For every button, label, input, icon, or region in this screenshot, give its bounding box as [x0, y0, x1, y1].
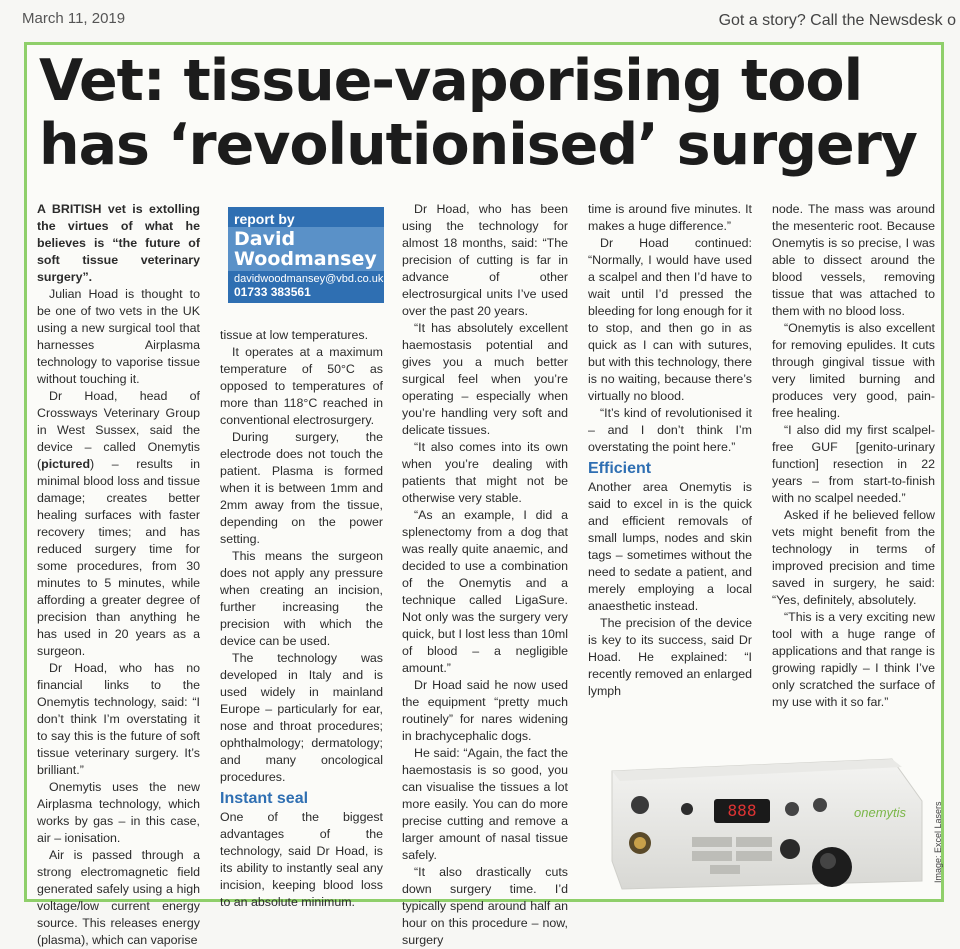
- connector-port-icon: [631, 796, 649, 814]
- paragraph: He said: “Again, the fact the haemostasis is so good, you can visualise the tissues a lot more easily. You can do more precise cutting and remove a larger amount of nasal tissue safely.: [402, 746, 568, 862]
- newsdesk-banner: Got a story? Call the Newsdesk o: [718, 12, 956, 29]
- paragraph: node. The mass was around the mesenteric root. Because Onemytis is so precise, I was able to dissect around the blood vessels, removing tissue that was attached to them with no blood loss.: [772, 202, 935, 318]
- subheading-efficient: Efficient: [588, 460, 652, 477]
- headline-line-1: Vet: tissue-vaporising tool: [39, 48, 863, 114]
- reporter-phone: 01733 383561: [234, 285, 311, 299]
- article-column-4: [588, 201, 752, 700]
- paragraph: “I also did my first scalpel-free GUF [genito-urinary function] resection in 22 years – from start-to-finish with no scalpel needed.”: [772, 423, 935, 505]
- paragraph: This means the surgeon does not apply any pressure when creating an incision, further increasing the precision with which the device can be used.: [220, 549, 383, 648]
- paragraph: Dr Hoad continued: “Normally, I would have used a scalpel and then I’d have to wait until I’d pressed the bleeding for long enough for it to stop, and then go in as quick as I can with sutures, but with this technology, there is no waiting, because there’s virtually no blood.: [588, 236, 752, 403]
- reporter-email: davidwoodmansey@vbd.co.uk: [234, 273, 384, 285]
- knob-icon: [785, 802, 799, 816]
- reporter-name: David Woodmansey: [228, 227, 384, 271]
- paragraph: “It has absolutely excellent haemostasis potential and gives you a much better surgical feel when you’re operating – especially when you’re handling very soft and delicate tissues.: [402, 321, 568, 437]
- paragraph: “It also comes into its own when you’re dealing with patients that might not be otherwise very stable.: [402, 440, 568, 505]
- headline: [39, 49, 939, 177]
- reporter-byline-box: [228, 207, 384, 303]
- knob-icon: [780, 839, 800, 859]
- image-credit: Image: Excel Lasers: [933, 801, 943, 883]
- device-illustration: [592, 741, 932, 891]
- svg-text:888: 888: [727, 801, 757, 820]
- paragraph: time is around five minutes. It makes a huge difference.”: [588, 202, 752, 233]
- paragraph: “As an example, I did a splenectomy from a dog that was really quite anaemic, and decided to use a combination of the Onemytis and a technique called LigaSure. Not only was the surgery very quick, but I lost less than 10ml of blood – a negligible amount.”: [402, 508, 568, 675]
- paragraph: The technology was developed in Italy and is used widely in mainland Europe – particularly for ear, nose and throat procedures; ophthalmology; dermatology; and many oncological procedures.: [220, 651, 383, 784]
- paragraph: Asked if he believed fellow vets might benefit from the technology in terms of improved precision and time saved in surgery, he said: “Yes, definitely, absolutely.: [772, 508, 935, 607]
- knob-icon: [681, 803, 693, 815]
- publication-date: March 11, 2019: [22, 10, 126, 27]
- page-header: [0, 0, 960, 38]
- paragraph: “It also drastically cuts down surgery time. I’d typically spend around half an hour on this procedure – now, surgery: [402, 865, 568, 947]
- paragraph: During surgery, the electrode does not touch the patient. Plasma is formed when it is between 1mm and 2mm away from the tissue, depending on the power setting.: [220, 430, 383, 546]
- headline-line-2: has ‘revolutionised’ surgery: [39, 112, 917, 178]
- onemytis-device-image: [592, 741, 932, 891]
- paragraph: Another area Onemytis is said to excel in is the quick and efficient removals of small lumps, nodes and skin tags – sometimes without the need to sedate a patient, and merely employing a local anaesthetic instead.: [588, 480, 752, 613]
- paragraph: Dr Hoad, who has been using the technology for almost 18 months, said: “The precision of cutting is far in advance of other electrosurgical units I’ve used over the past 20 years.: [402, 202, 568, 318]
- pictured-tag: pictured: [41, 457, 91, 471]
- paragraph: The precision of the device is key to its success, said Dr Hoad. He explained: “I recently removed an enlarged lymph: [588, 616, 752, 698]
- article-column-2: [220, 327, 383, 911]
- paragraph: Dr Hoad, head of Crossways Veterinary Group in West Sussex, said the device – called Onemytis (pictured) – results in minimal blood loss and tissue damage; creates better healing surfaces with faster recovery times; and has reduced surgery time for some procedures, from 30 minutes to 5 minutes, while affording a greater degree of precision than anything he has used in 20 years as a surgeon.: [37, 389, 200, 658]
- article-frame: [24, 42, 944, 947]
- paragraph: Air is passed through a strong electromagnetic field generated safely using a high voltage/low current energy source. This releases energy (plasma), which can vaporise: [37, 848, 200, 947]
- paragraph: “Onemytis is also excellent for removing epulides. It cuts through gingival tissue with very limited burning and produces very good, pain-free healing.: [772, 321, 935, 420]
- paragraph: Onemytis uses the new Airplasma technology, which works by gas – in this case, air – ionisation.: [37, 780, 200, 845]
- svg-text:onemytis: onemytis: [854, 805, 907, 820]
- knob-icon: [813, 798, 827, 812]
- paragraph: Dr Hoad, who has no financial links to the Onemytis technology, said: “I don’t think I’m overstating it to say this is the future of soft tissue veterinary surgery. It’s brilliant.”: [37, 661, 200, 777]
- paragraph: “It’s kind of revolutionised it – and I don’t think I’m overstating the point here.”: [588, 406, 752, 454]
- paragraph: One of the biggest advantages of the technology, said Dr Hoad, is its ability to instantly seal any incision, keeping blood loss to an absolute minimum.: [220, 810, 383, 909]
- paragraph: Dr Hoad said he now used the equipment “pretty much routinely” for nares widening in brachycephalic dogs.: [402, 678, 568, 743]
- paragraph: It operates at a maximum temperature of 50°C as opposed to temperatures of more than 118°C reached in conventional electrosurgery.: [220, 345, 383, 427]
- paragraph: Julian Hoad is thought to be one of two vets in the UK using a new surgical tool that harnesses Airplasma technology to vaporise tissue without touching it.: [37, 287, 200, 386]
- paragraph: “This is a very exciting new tool with a huge range of applications and that range is growing rapidly – I think I’ve only scratched the surface of my use with it so far.”: [772, 610, 935, 709]
- subheading-instant-seal: Instant seal: [220, 790, 309, 807]
- article-column-5: [772, 201, 935, 711]
- paragraph: tissue at low temperatures.: [220, 328, 369, 342]
- article-column-1: [37, 201, 200, 949]
- byline-label: report by: [234, 211, 295, 227]
- article-column-3: [402, 201, 568, 949]
- lead-paragraph: A BRITISH vet is extolling the virtues of what he believes is “the future of soft tissue veterinary surgery”.: [37, 202, 200, 284]
